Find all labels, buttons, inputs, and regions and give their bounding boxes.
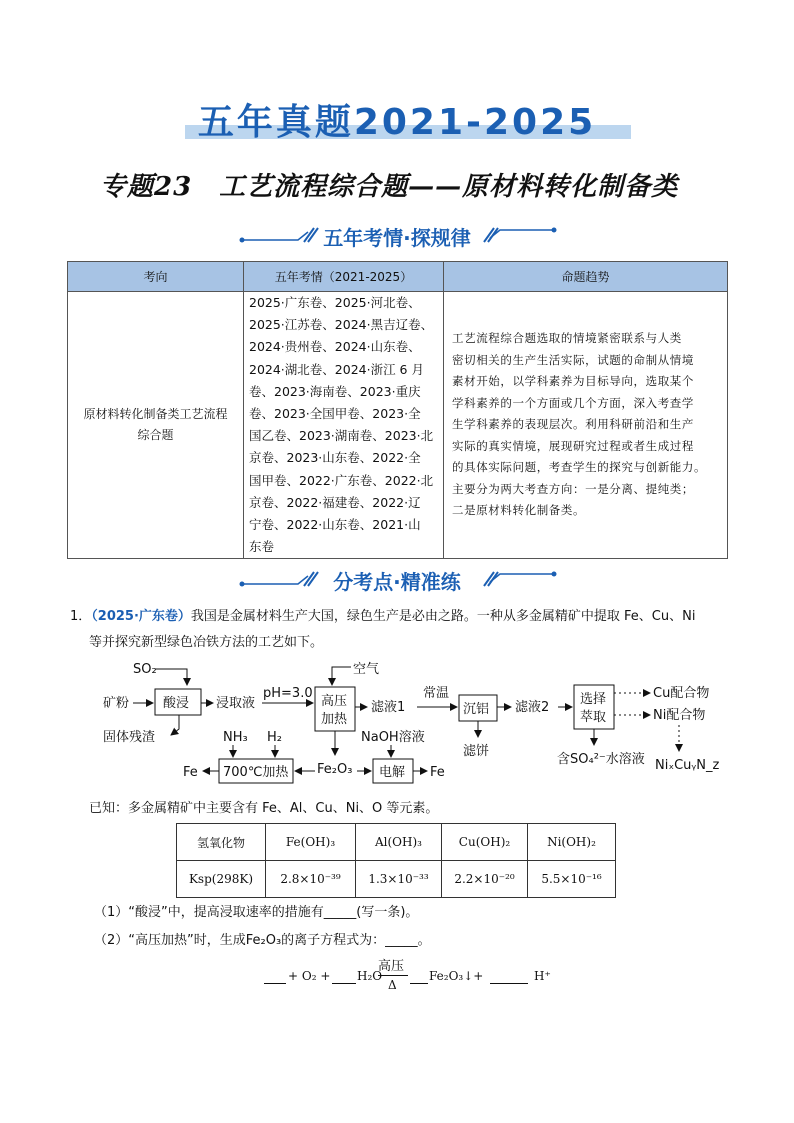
- flow-acid-leach: 酸浸: [163, 696, 190, 711]
- flow-electrolysis: 电解: [379, 765, 406, 780]
- main-title: 五年真题2021-2025: [197, 102, 597, 143]
- ksp-header: Cu(OH)₂: [442, 824, 528, 861]
- years-line: 国甲卷、2022·广东卷、2022·北: [249, 472, 434, 488]
- flow-heating700: 700℃加热: [223, 765, 289, 780]
- ksp-header: Ni(OH)₂: [528, 824, 616, 861]
- equation-blank[interactable]: [264, 971, 286, 984]
- trend-line: 主要分为两大考查方向：一是分离、提纯类；: [452, 481, 694, 496]
- trend-line: 的具体实际问题，考查学生的探究与创新能力。: [452, 460, 707, 475]
- years-line: 卷、2023·全国甲卷、2023·全: [249, 406, 421, 422]
- trend-line: 二是原材料转化制备类。: [452, 503, 586, 518]
- flow-ni-complex: Ni配合物: [653, 708, 706, 723]
- equation-blank[interactable]: [332, 971, 356, 984]
- section-title-trend: 五年考情·探规律: [323, 226, 471, 250]
- flow-high-pressure-1: 高压: [321, 694, 348, 709]
- flow-precip-al: 沉铝: [463, 702, 490, 717]
- question-source: （2025·广东卷）: [91, 609, 191, 624]
- equation-condition-bottom: Δ: [388, 978, 397, 992]
- flow-filtrate1: 滤液1: [371, 700, 406, 715]
- flow-high-pressure-2: 加热: [321, 712, 348, 727]
- section-title-practice: 分考点·精准练: [333, 570, 461, 594]
- process-flow-diagram: [95, 655, 735, 785]
- flow-ore: 矿粉: [103, 696, 130, 711]
- question-known: 已知：多金属精矿中主要含有 Fe、Al、Cu、Ni、O 等元素。: [89, 801, 439, 816]
- sub-question-2: （2）“高压加热”时，生成Fe₂O₃的离子方程式为：_____。: [94, 933, 431, 948]
- ksp-table: [176, 823, 616, 898]
- trend-line: 密切相关的生产生活实际，试题的命制从情境: [452, 352, 694, 367]
- equation-fe2o3: Fe₂O₃↓+: [429, 969, 484, 983]
- trend-line: 实际的真实情境，展现研究过程或者生成过程: [452, 438, 694, 453]
- flow-nh3: NH₃: [223, 730, 248, 745]
- equation: [264, 957, 564, 997]
- equation-condition-top: 高压: [378, 959, 405, 974]
- table-cell-trend: [444, 292, 728, 559]
- years-line: 2024·湖北卷、2024·浙江 6 月: [249, 361, 424, 377]
- flow-filter-cake: 滤饼: [463, 744, 490, 759]
- years-line: 京卷、2022·福建卷、2022·辽: [249, 494, 421, 510]
- subtitle: 专题23 工艺流程综合题——原材料转化制备类: [100, 172, 679, 202]
- flow-ph: pH=3.0: [263, 686, 313, 701]
- ksp-value: 2.2×10⁻²⁰: [442, 861, 528, 898]
- flow-room-temp: 常温: [423, 686, 450, 701]
- ksp-header: 氢氧化物: [177, 824, 266, 861]
- years-line: 京卷、2023·山东卷、2022·全: [249, 450, 421, 466]
- question-text-1: 我国是金属材料生产大国，绿色生产是必由之路。一种从多金属精矿中提取 Fe、Cu、Ni: [190, 609, 696, 624]
- equation-hplus: H⁺: [534, 969, 551, 983]
- flow-fe-right: Fe: [430, 765, 445, 780]
- ksp-header: Fe(OH)₃: [266, 824, 356, 861]
- equation-blank[interactable]: [490, 971, 528, 984]
- flow-fe2o3: Fe₂O₃: [317, 762, 353, 777]
- flow-so4-water: 含SO₄²⁻水溶液: [557, 752, 645, 767]
- years-line: 2025·江苏卷、2024·黑吉辽卷、: [249, 317, 434, 333]
- years-line: 卷、2023·海南卷、2023·重庆: [249, 383, 421, 399]
- exam-trend-table: [67, 261, 728, 559]
- ksp-value: 5.5×10⁻¹⁶: [528, 861, 616, 898]
- ksp-value: 1.3×10⁻³³: [356, 861, 442, 898]
- trend-line: 工艺流程综合题选取的情境紧密联系与人类: [452, 331, 682, 346]
- equation-blank[interactable]: [410, 971, 428, 984]
- trend-line: 生学科素养的表现层次。利用科研前沿和生产: [452, 417, 694, 432]
- years-line: 2025·广东卷、2025·河北卷、: [249, 295, 421, 310]
- flow-filtrate2: 滤液2: [515, 700, 550, 715]
- table-cell-topic: [68, 292, 244, 559]
- ksp-value: 2.8×10⁻³⁹: [266, 861, 356, 898]
- years-line: 国乙卷、2023·湖南卷、2023·北: [249, 428, 434, 444]
- topic-text: 原材料转化制备类工艺流程综合题: [83, 407, 228, 443]
- flow-leach-liquid: 浸取液: [216, 696, 256, 711]
- flow-fe-left: Fe: [183, 765, 198, 780]
- table-header-topic: 考向: [68, 262, 244, 292]
- flow-air: 空气: [353, 662, 380, 677]
- trend-line: 素材开始，以学科素养为目标导向，选取某个: [452, 374, 694, 389]
- ksp-header: Al(OH)₃: [356, 824, 442, 861]
- question-text-2: 等并探究新型绿色冶铁方法的工艺如下。: [89, 635, 324, 650]
- question-line-1: [70, 605, 695, 624]
- equation-o2: + O₂ +: [288, 969, 331, 983]
- years-line: 2024·贵州卷、2024·山东卷、: [249, 339, 421, 355]
- table-header-years: 五年考情（2021-2025）: [244, 262, 444, 292]
- table-cell-years: [244, 292, 444, 559]
- years-line: 东卷: [249, 539, 275, 555]
- flow-naoh: NaOH溶液: [361, 730, 425, 745]
- sub-question-1: （1）“酸浸”中，提高浸取速率的措施有_____(写一条)。: [94, 905, 419, 920]
- flow-nicu: NiₓCuᵧN_z: [655, 758, 720, 773]
- table-header-trend: 命题趋势: [444, 262, 728, 292]
- flow-select-1: 选择: [580, 692, 607, 707]
- ksp-row-label: Ksp(298K): [177, 861, 266, 898]
- flow-so2: SO₂: [133, 662, 157, 677]
- flow-select-2: 萃取: [580, 710, 607, 725]
- question-number: 1．: [70, 609, 92, 624]
- flow-solid-residue: 固体残渣: [103, 730, 156, 745]
- flow-cu-complex: Cu配合物: [653, 686, 710, 701]
- trend-line: 学科素养的一个方面或几个方面，深入考查学: [452, 395, 694, 410]
- flow-h2: H₂: [267, 730, 282, 745]
- equation-condition-line: [378, 975, 408, 976]
- years-line: 宁卷、2022·山东卷、2021·山: [249, 517, 421, 533]
- equation-h2o: H₂O: [357, 969, 383, 983]
